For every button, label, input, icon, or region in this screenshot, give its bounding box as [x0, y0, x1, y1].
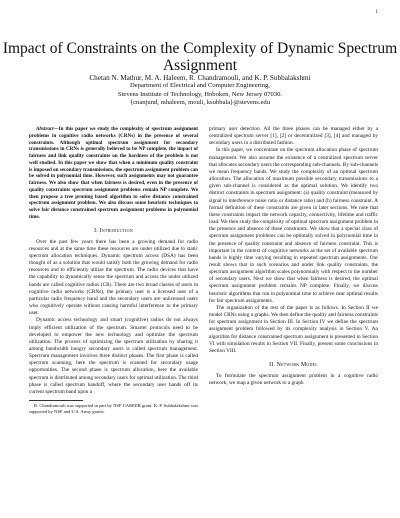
- footnote: R. Chandramouli was supported in part by NSF CAREER grant. K. P. Subbalakshmi was supported by NSF and U.S. Army grants.: [29, 403, 198, 414]
- page-number: 1: [375, 10, 378, 15]
- paper-title: Impact of Constraints on the Complexity of Dynamic Spectrum Assignment: [2, 40, 398, 74]
- left-column: [29, 126, 198, 414]
- intro-paragraph: Dynamic access technology and smart (cognitive) radios do not always imply efficient utilization of the spectrum. Smarter protocols need to be developed to empower the new technology and optimize the spectrum utilization. The process of optimizing the spectrum utilization by sharing it among bandwidth hungry secondary users is called spectrum management. Spectrum management involves three distinct phases. The first phase is called spectrum scanning, here the spectrum is scanned for secondary usage opportunities. The second phase is spectrum allocation, here the available spectrum is distributed among secondary users for optimal utilization. The third phase is called spectrum handoff, where the secondary user hands off its current spectrum band upon a: [29, 317, 198, 395]
- abstract-lead: Abstract—: [36, 126, 59, 132]
- author-institution: Stevens Institute of Technology, Hoboken, New Jersey 07030.: [117, 90, 283, 98]
- section-heading-introduction: I. Introduction: [94, 227, 133, 234]
- abstract-text: In this paper we study the complexity of spectrum assignment problems in cognitive radio networks (CRNs) in the presence of several constraints. Although optimal spectrum assignment for secondary transmissions in CRNs is generally believed to be NP complete, the impact of fairness and link quality constraints on the hardness of the problem is not well studied. In this paper we show that when a minimum quality constraint is imposed on secondary transmissions, the spectrum assignment problem can be solved in polynomial time. However, such assignments may not guarantee fairness. We also show that when fairness is desired, even in the presence of quality constraints spectrum assignment problems remain NP complete. We then propose a tree pruning based algorithm to solve distance constrained spectrum assignment problem. We also discuss some heuristic techniques to solve fair distance constrained spectrum assignment problems in polynomial time.: [29, 126, 198, 220]
- abstract: [29, 126, 198, 221]
- author-emails: {cnanjund, mhaleem, mouli, ksubbala}@stevens.edu: [129, 99, 271, 107]
- body-paragraph: In this paper, we concentrate on the spectrum allocation phase of spectrum management. We also assume the existence of a centralized spectrum server that allocates secondary users the corresponding sub-channels. By sub-channels we mean frequency bands. We study the complexity of an optimal spectrum allocation. The allocation of maximum possible secondary transmissions to a given sub-channel is considered as the optimal solution. We identify two distinct constraints in spectrum assignment: (a) quality constraint (measured by signal to interference noise ratio or distance ratio) and (b) fairness constraint. A formal definition of these constraints are given in later sections. We note that these constraints impact the network capacity, connectivity, lifetime and traffic load. We then study the complexity of optimal spectrum assignment problem in the presence and absence of these constraints. We show that a special class of spectrum assignment problems can be optimally solved in polynomial time in the presence of quality constraint and absence of fairness constraint. This is important in the context of cognitive networks as the set of available spectrum bands is highly time varying resulting in repeated spectrum assignments. Our result shows that in such scenarios and under link quality constraints, the spectrum assignment algorithm scales polynomially with respect to the number of secondary users. Next we show that when fairness is desired, the optimal spectrum assignment problem remains NP complete. Finally, we discuss heuristic algorithms that run in polynomial time to achieve near optimal results for fair spectrum assignments.: [209, 147, 379, 304]
- author-department: Department of Electrical and Computer Engineering,: [130, 82, 270, 90]
- author-names: Chetan N. Mathur, M. A. Haleem, R. Chandramouli, and K. P. Subbalakshmi: [89, 74, 311, 82]
- body-paragraph: To formulate the spectrum assignment problem in a cognitive radio network, we map a given network to a graph: [209, 373, 378, 387]
- body-paragraph: primary user detection. All the three phases can be managed either by a centralized spectrum server [1], [2] or decentralized [3], [4] and managed by secondary users in a distributed fashion.: [209, 126, 378, 147]
- author-block: [0, 74, 400, 108]
- right-column: [209, 126, 378, 387]
- section-heading-network-model: II. Network Model: [269, 362, 318, 368]
- footnote-divider: [29, 400, 83, 401]
- body-paragraph: The organization of the rest of the paper is as follows. In Section II we model CRNs using a graphs. We then define the quality and fairness constraints for spectrum assignment in Section III. In Section IV we define the spectrum assignment problem followed by its complexity analysis in Section V. An algorithm for distance constrained spectrum assignment is presented in Section VI with simulation results in Section VII. Finally, present some conclusions in Section VIII.: [209, 304, 378, 354]
- intro-paragraph: Over the past few years there has been a growing demand for radio resources and at the same time these resources are under utilized due to static spectrum allocation techniques. Dynamic spectrum access (DSA) has been thought of as a solution that would satisfy both the growing demand for radio resources and to efficiently utilize the spectrum. The radio devices that have the capability to dynamically sense the spectrum and access the under utilized bands are called cognitive radios (CR). There are two broad classes of users in cognitive radio networks (CRNs), the primary user is a licensed user of a particular radio frequency band and the secondary users are unlicensed users who cognitively operate without causing harmful interference to the primary user.: [29, 238, 198, 317]
